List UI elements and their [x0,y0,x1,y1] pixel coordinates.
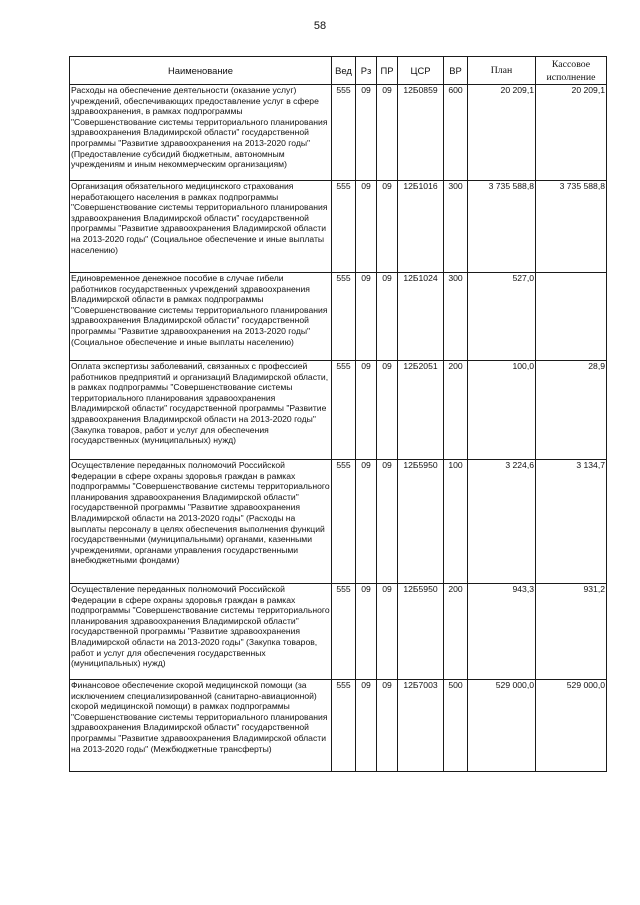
row-rz: 09 [356,85,377,181]
row-csr: 12Б2051 [398,361,444,460]
row-vr: 200 [444,361,468,460]
table-row [70,273,607,361]
row-rz: 09 [356,273,377,361]
row-csr: 12Б7003 [398,680,444,772]
table-row [70,361,607,460]
row-name: Осуществление переданных полномочий Российской Федерации в сфере охраны здоровья граждан в рамках подпрограммы "Совершенствование системы территориального планирования здравоохранения Владимирской области" государственной программы "Развитие здравоохранения Владимирской области на 2013-2020 годы" (Закупка товаров, работ и услуг для обеспечения государственных (муниципальных) нужд) [70,584,332,680]
row-name: Осуществление переданных полномочий Российской Федерации в сфере охраны здоровья граждан в рамках подпрограммы "Совершенствование системы территориального планирования здравоохранения Владимирской области" государственной программы "Развитие здравоохранения Владимирской области на 2013-2020 годы" (Расходы на выплаты персоналу в целях обеспечения выполнения функций государственными (муниципальными) органами, казенными учреждениями, органами управления государственными внебюджетными фондами) [70,460,332,584]
row-cash [536,273,607,361]
header-vr: ВР [444,57,468,85]
row-name: Финансовое обеспечение скорой медицинской помощи (за исключением специализированной (санитарно-авиационной) скорой медицинской помощи) в рамках подпрограммы "Совершенствование системы территориального планирования здравоохранения Владимирской области" государственной программы "Развитие здравоохранения Владимирской области на 2013-2020 годы" (Межбюджетные трансферты) [70,680,332,772]
row-name: Расходы на обеспечение деятельности (оказание услуг) учреждений, обеспечивающих предоставление услуг в сфере здравоохранения, в рамках подпрограммы "Совершенствование системы территориального планирования здравоохранения Владимирской области" государственной программы "Развитие здравоохранения на 2013-2020 годы" (Предоставление субсидий бюджетным, автономным учреждениям и иным некоммерческим организациям) [70,85,332,181]
row-vr: 600 [444,85,468,181]
row-rz: 09 [356,680,377,772]
header-cash: Кассовое исполнение [536,57,607,85]
row-rz: 09 [356,361,377,460]
row-ved: 555 [332,181,356,273]
row-name: Организация обязательного медицинского страхования неработающего населения в рамках подпрограммы "Совершенствование системы территориального планирования здравоохранения Владимирской области" государственной программы "Развитие здравоохранения Владимирской области на 2013-2020 годы" (Социальное обеспечение и иные выплаты населению) [70,181,332,273]
row-csr: 12Б1024 [398,273,444,361]
row-vr: 200 [444,584,468,680]
row-pr: 09 [377,584,398,680]
row-cash: 931,2 [536,584,607,680]
row-plan: 20 209,1 [468,85,536,181]
row-pr: 09 [377,273,398,361]
header-csr: ЦСР [398,57,444,85]
row-cash: 529 000,0 [536,680,607,772]
row-vr: 300 [444,273,468,361]
row-vr: 100 [444,460,468,584]
row-ved: 555 [332,680,356,772]
row-ved: 555 [332,460,356,584]
row-cash: 3 735 588,8 [536,181,607,273]
row-csr: 12Б5950 [398,584,444,680]
row-plan: 100,0 [468,361,536,460]
row-plan: 943,3 [468,584,536,680]
row-plan: 527,0 [468,273,536,361]
table-row [70,85,607,181]
row-rz: 09 [356,460,377,584]
row-name: Единовременное денежное пособие в случае гибели работников государственных учреждений здравоохранения Владимирской области в рамках подпрограммы "Совершенствование системы территориального планирования здравоохранения Владимирской области" государственной программы "Развитие здравоохранения на 2013-2020 годы" (Социальное обеспечение и иные выплаты населению) [70,273,332,361]
row-cash: 20 209,1 [536,85,607,181]
page-number: 58 [313,20,327,32]
row-plan: 3 224,6 [468,460,536,584]
table-header-row [70,57,607,85]
row-plan: 3 735 588,8 [468,181,536,273]
row-vr: 500 [444,680,468,772]
header-pr: ПР [377,57,398,85]
row-cash: 3 134,7 [536,460,607,584]
row-ved: 555 [332,85,356,181]
row-csr: 12Б0859 [398,85,444,181]
row-pr: 09 [377,361,398,460]
table-row [70,680,607,772]
row-rz: 09 [356,584,377,680]
table-row [70,460,607,584]
row-ved: 555 [332,584,356,680]
header-name: Наименование [70,57,332,85]
table-row [70,181,607,273]
budget-table [69,56,607,772]
header-ved: Вед [332,57,356,85]
header-plan: План [468,57,536,85]
row-pr: 09 [377,680,398,772]
row-cash: 28,9 [536,361,607,460]
row-ved: 555 [332,273,356,361]
header-rz: Рз [356,57,377,85]
table-row [70,584,607,680]
row-pr: 09 [377,460,398,584]
row-csr: 12Б1016 [398,181,444,273]
row-rz: 09 [356,181,377,273]
row-pr: 09 [377,181,398,273]
row-name: Оплата экспертизы заболеваний, связанных с профессией работников предприятий и организаций Владимирской области, в рамках подпрограммы "Совершенствование системы территориального планирования здравоохранения Владимирской области" государственной программы "Развитие здравоохранения Владимирской области на 2013-2020 годы" (Закупка товаров, работ и услуг для обеспечения государственных (муниципальных) нужд) [70,361,332,460]
row-csr: 12Б5950 [398,460,444,584]
row-pr: 09 [377,85,398,181]
row-plan: 529 000,0 [468,680,536,772]
row-vr: 300 [444,181,468,273]
row-ved: 555 [332,361,356,460]
